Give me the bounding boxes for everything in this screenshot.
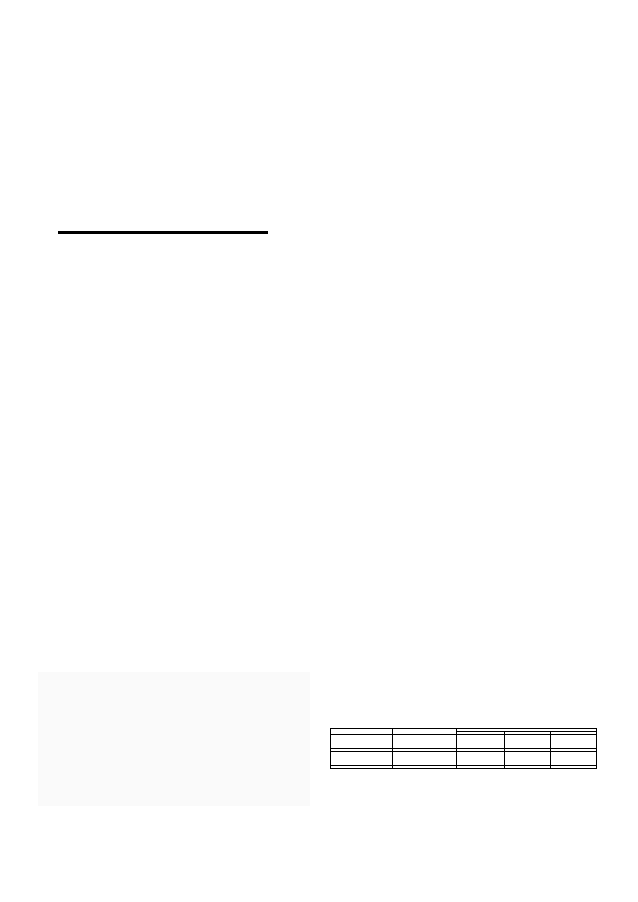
table-2 <box>58 231 268 234</box>
table-cell <box>505 735 551 749</box>
table-cell <box>551 766 597 769</box>
table-cell <box>505 766 551 769</box>
table-cell <box>551 752 597 766</box>
table-row <box>331 735 597 749</box>
table-cell <box>457 766 505 769</box>
table-2-header-specs <box>158 233 268 234</box>
table-row <box>331 752 597 766</box>
table-cell <box>505 752 551 766</box>
table-3 <box>330 728 597 769</box>
table-2-header-params <box>59 233 158 234</box>
table-cell <box>457 752 505 766</box>
table-cell <box>457 735 505 749</box>
table-row <box>331 766 597 769</box>
mse-convergence-chart <box>326 338 606 538</box>
table-cell <box>551 735 597 749</box>
figure-11-illustration <box>38 672 310 806</box>
